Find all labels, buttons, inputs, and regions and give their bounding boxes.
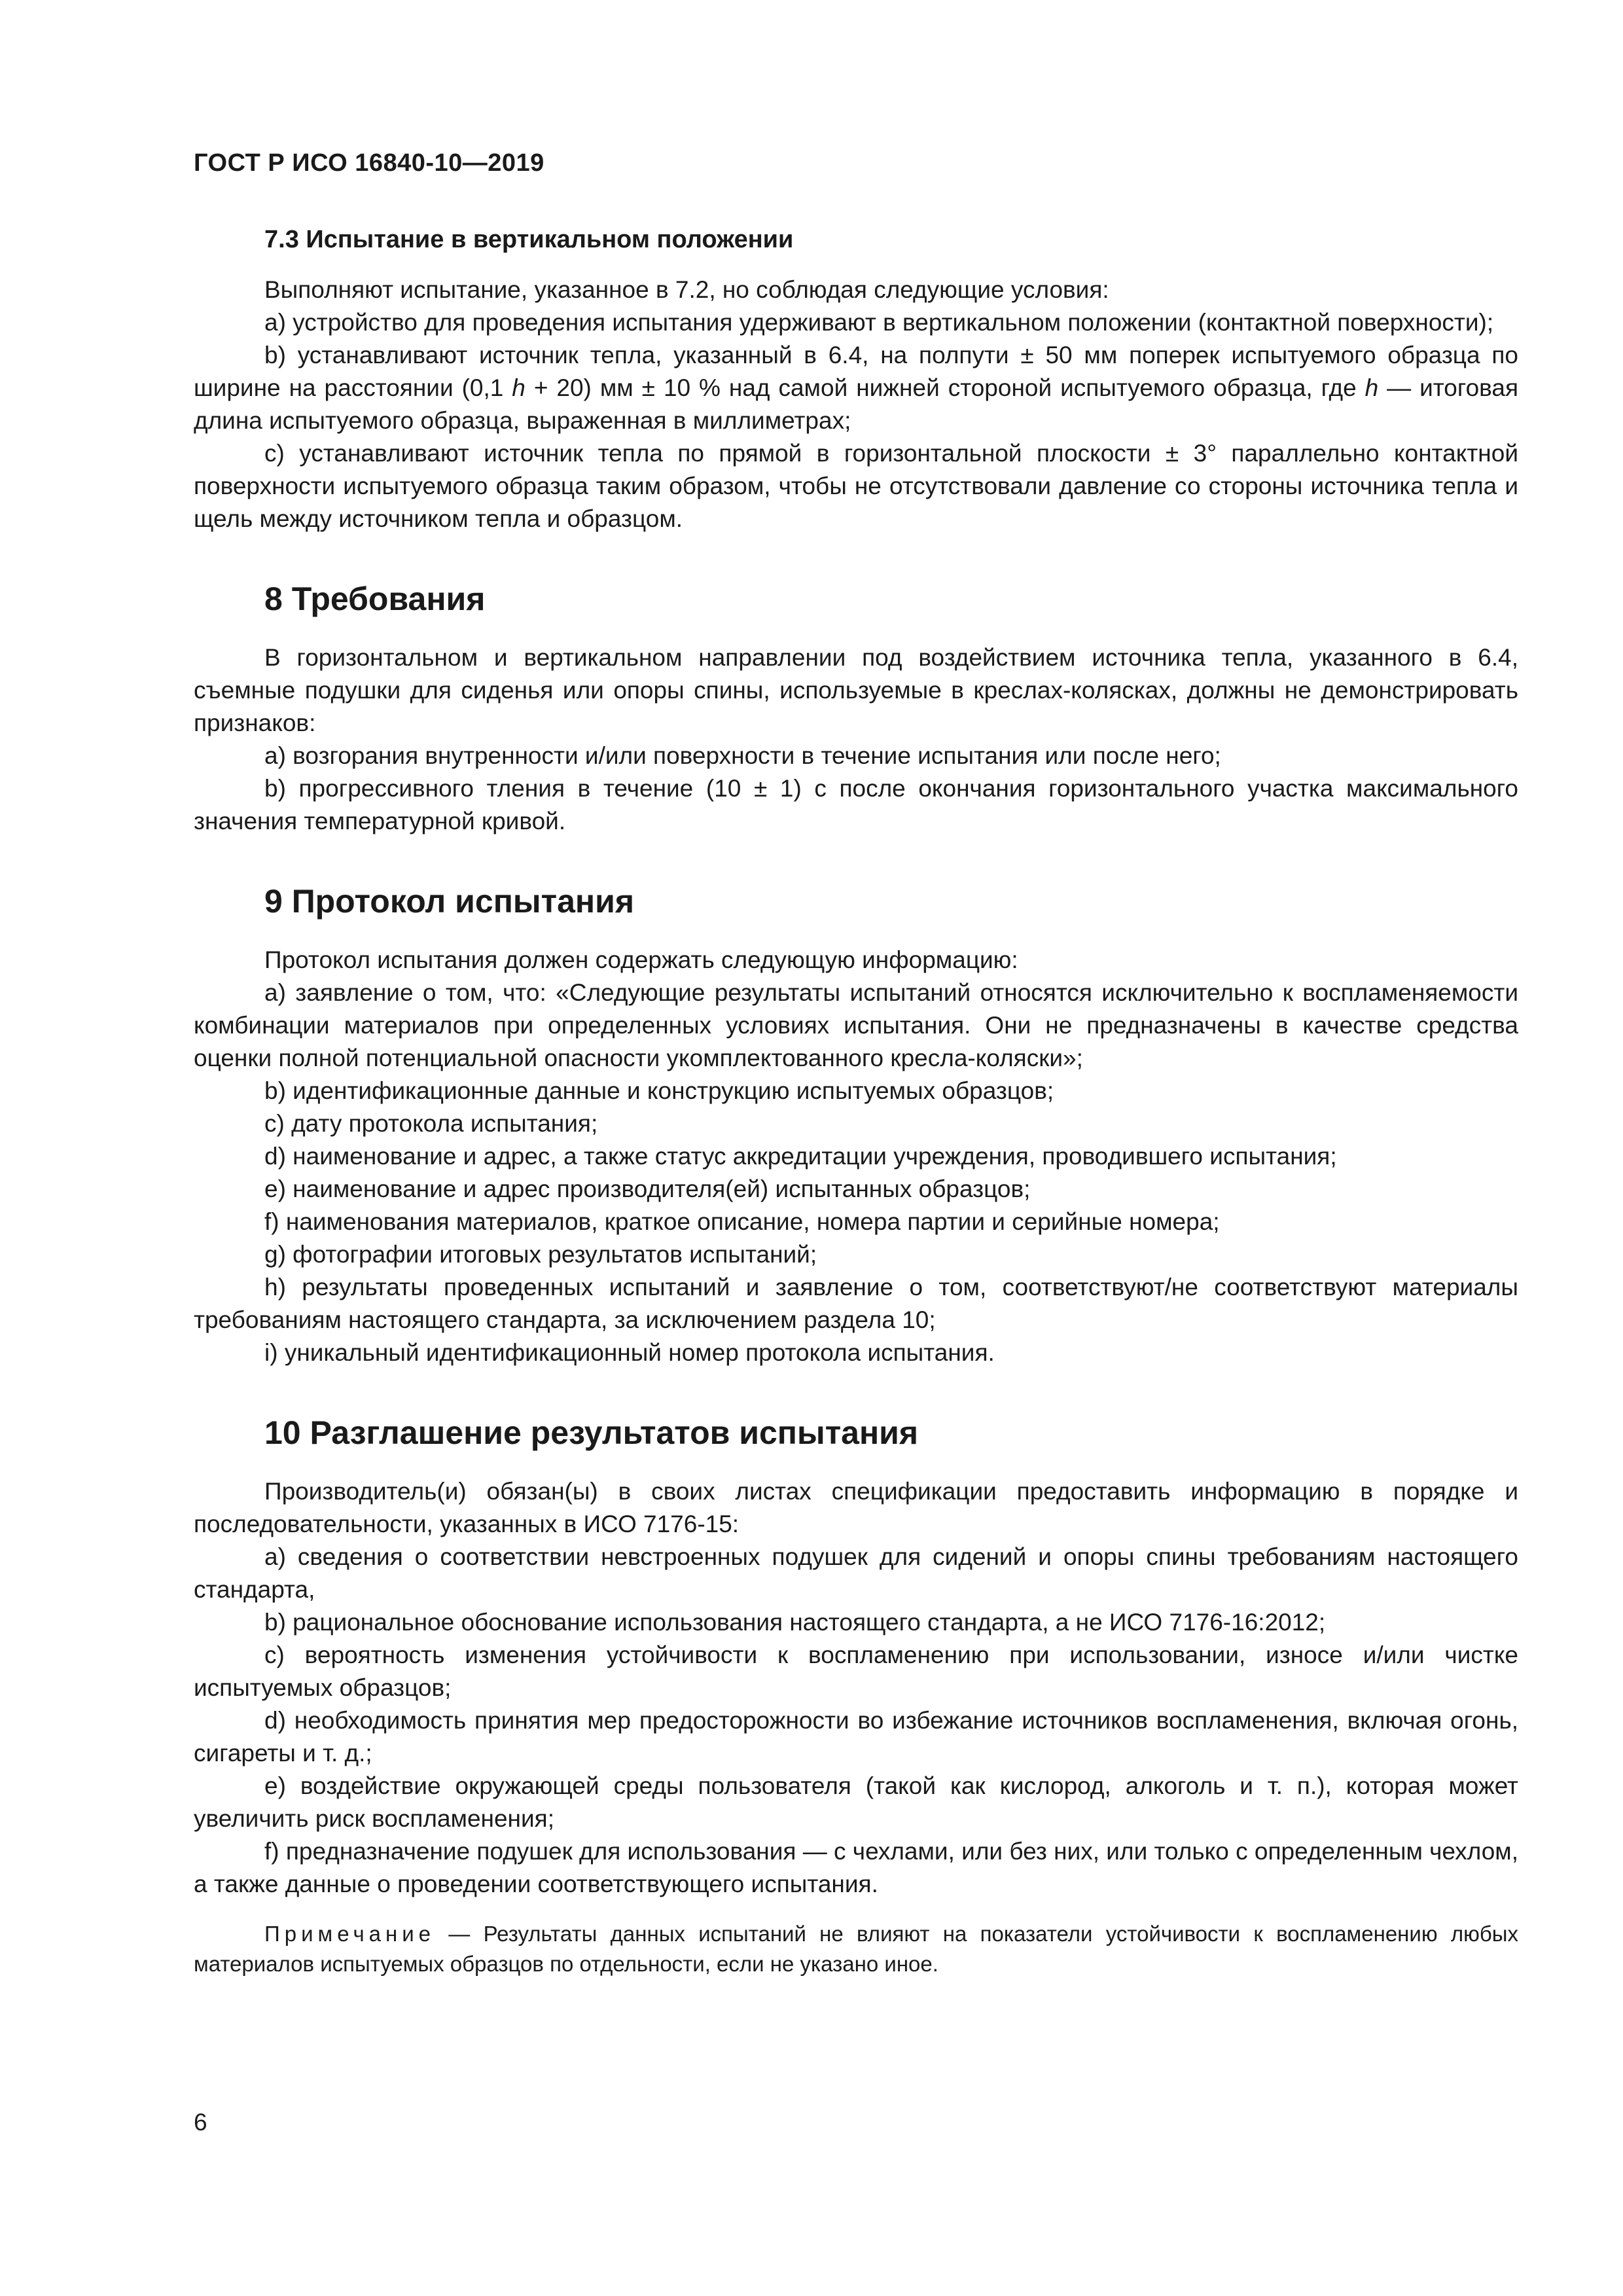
list-item-7-3-a: a) устройство для проведения испытания удерживают в вертикальном положении (контактной поверхности); (264, 309, 1494, 336)
subsection-heading-7-3: 7.3 Испытание в вертикальном положении (264, 226, 794, 253)
list-item-10-f: f) предназначение подушек для использования — с чехлами, или без них, или только с определенным чехлом, а также данные о проведении соответствующего испытания. (194, 1838, 1518, 1897)
list-item-10-e: e) воздействие окружающей среды пользователя (такой как кислород, алкоголь и т. п.), которая может увеличить риск воспламенения; (194, 1772, 1518, 1832)
list-item-9-d: d) наименование и адрес, а также статус аккредитации учреждения, проводившего испытания; (264, 1143, 1337, 1170)
paragraph-8-intro: В горизонтальном и вертикальном направлении под воздействием источника тепла, указанного в 6.4, съемные подушки для сиденья или опоры спины, используемые в креслах-колясках, должны не демонстрировать признаков: (194, 644, 1518, 736)
variable-h: h (1364, 374, 1379, 401)
note-label: Примечание (264, 1922, 436, 1946)
list-item-7-3-c: c) устанавливают источник тепла по прямой в горизонтальной плоскости ± 3° параллельно контактной поверхности испытуемого образца таким образом, чтобы не отсутствовали давление со стороны источника тепла и щель между источником тепла и образцом. (194, 440, 1518, 532)
list-item-9-h: h) результаты проведенных испытаний и заявление о том, соответствуют/не соответствуют материалы требованиям настоящего стандарта, за исключением раздела 10; (194, 1274, 1518, 1333)
section-heading-10: 10 Разглашение результатов испытания (264, 1414, 919, 1451)
page-number: 6 (194, 2109, 207, 2136)
list-item-10-d: d) необходимость принятия мер предосторожности во избежание источников воспламенения, включая огонь, сигареты и т. д.; (194, 1707, 1518, 1767)
note (194, 1919, 1518, 1979)
document-body (194, 223, 1518, 1979)
list-item-10-b: b) рациональное обоснование использования настоящего стандарта, а не ИСО 7176-16:2012; (264, 1609, 1326, 1636)
list-item-8-b: b) прогрессивного тления в течение (10 ± 1) с после окончания горизонтального участка максимального значения температурной кривой. (194, 775, 1518, 834)
section-heading-9: 9 Протокол испытания (264, 883, 635, 920)
paragraph-9-intro: Протокол испытания должен содержать следующую информацию: (264, 946, 1018, 973)
paragraph-7-3-intro: Выполняют испытание, указанное в 7.2, но соблюдая следующие условия: (264, 276, 1109, 303)
list-item-10-a: a) сведения о соответствии невстроенных подушек для сидений и опоры спины требованиям настоящего стандарта, (194, 1543, 1518, 1603)
section-heading-8: 8 Требования (264, 581, 486, 617)
text-fragment: — итоговая длина испытуемого образца, выраженная в миллиметрах; (194, 374, 1519, 434)
list-item-7-3-b (194, 339, 1518, 437)
list-item-9-c: c) дату протокола испытания; (264, 1110, 598, 1137)
list-item-9-b: b) идентификационные данные и конструкцию испытуемых образцов; (264, 1077, 1054, 1104)
list-item-9-i: i) уникальный идентификационный номер протокола испытания. (264, 1339, 995, 1366)
paragraph-10-intro: Производитель(и) обязан(ы) в своих листах спецификации предоставить информацию в порядке и последовательности, указанных в ИСО 7176-15: (194, 1478, 1518, 1537)
list-item-9-e: e) наименование и адрес производителя(ей) испытанных образцов; (264, 1175, 1031, 1202)
list-item-9-f: f) наименования материалов, краткое описание, номера партии и серийные номера; (264, 1208, 1220, 1235)
variable-h: h (512, 374, 526, 401)
list-item-10-c: c) вероятность изменения устойчивости к воспламенению при использовании, износе и/или чистке испытуемых образцов; (194, 1641, 1518, 1701)
text-fragment: + 20) мм ± 10 % над самой нижней стороной испытуемого образца, где (525, 374, 1365, 401)
list-item-8-a: a) возгорания внутренности и/или поверхности в течение испытания или после него; (264, 742, 1221, 769)
list-item-9-a: a) заявление о том, что: «Следующие результаты испытаний относятся исключительно к воспламеняемости комбинации материалов при определенных условиях испытания. Они не предназначены в качестве средства оценки полной потенциальной опасности укомплектованного кресла-коляски»; (194, 979, 1518, 1071)
document-header: ГОСТ Р ИСО 16840-10—2019 (194, 149, 544, 177)
note-text: — Результаты данных испытаний не влияют на показатели устойчивости к воспламенению любых материалов испытуемых образцов по отдельности, если не указано иное. (194, 1922, 1518, 1976)
text-fragment: b) устанавливают источник тепла, указанный в 6.4, на полпути ± 50 мм поперек испытуемого образца по ширине на расстоянии (0,1 (194, 342, 1518, 401)
list-item-9-g: g) фотографии итоговых результатов испытаний; (264, 1241, 817, 1268)
